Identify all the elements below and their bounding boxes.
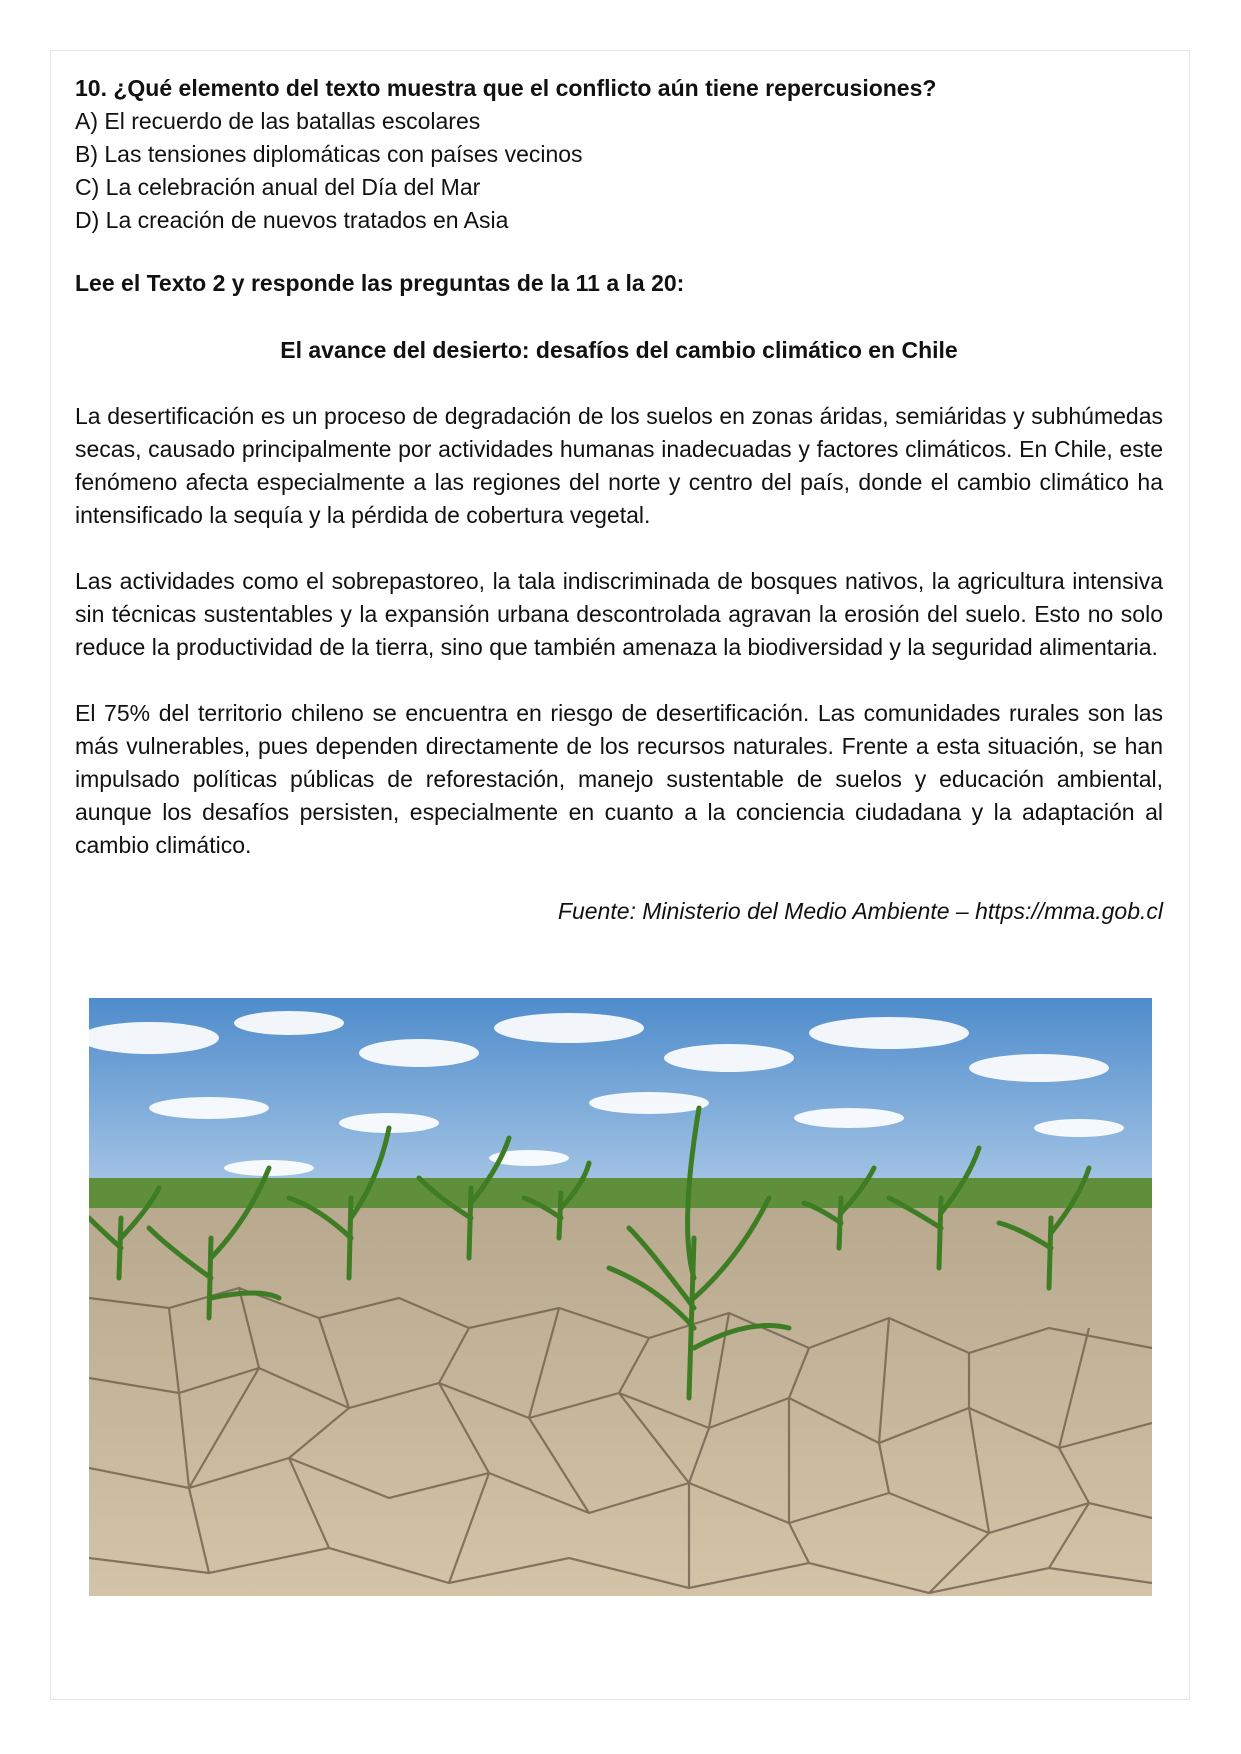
- cracked-soil: [89, 1208, 1152, 1596]
- reading-instruction: Lee el Texto 2 y responde las preguntas de la 11 a la 20:: [75, 270, 685, 296]
- option-b: B) Las tensiones diplomáticas con países vecinos: [75, 141, 583, 167]
- paragraph-1-text: La desertificación es un proceso de degradación de los suelos en zonas áridas, semiáridas y subhúmedas secas, causado principalmente por actividades humanas inadecuadas y factores climáticos. En Chile, este fenómeno afecta especialmente a las regiones del norte y centro del país, donde el cambio climático ha intensificado la sequía y la pérdida de cobertura vegetal.: [75, 403, 1163, 528]
- option-a: A) El recuerdo de las batallas escolares: [75, 108, 481, 134]
- source-citation: Fuente: Ministerio del Medio Ambiente – https://mma.gob.cl: [557, 898, 1163, 924]
- article-title: El avance del desierto: desafíos del cambio climático en Chile: [280, 337, 958, 363]
- paragraph-3: [75, 697, 1163, 862]
- document-content: [75, 72, 1163, 928]
- question-10: 10. ¿Qué elemento del texto muestra que el conflicto aún tiene repercusiones?: [75, 75, 937, 101]
- option-c: C) La celebración anual del Día del Mar: [75, 174, 481, 200]
- paragraph-3-text: El 75% del territorio chileno se encuentra en riesgo de desertificación. Las comunidades rurales son las más vulnerables, pues dependen directamente de los recursos naturales. Frente a esta situación, se han impulsado políticas públicas de reforestación, manejo sustentable de suelos y educación ambiental, aunque los desafíos persisten, especialmente en cuanto a la conciencia ciudadana y la adaptación al cambio climático.: [75, 700, 1163, 858]
- drought-cornfield-photo: [89, 998, 1152, 1596]
- option-d: D) La creación de nuevos tratados en Asia: [75, 207, 509, 233]
- paragraph-2: [75, 565, 1163, 664]
- paragraph-2-text: Las actividades como el sobrepastoreo, la tala indiscriminada de bosques nativos, la agricultura intensiva sin técnicas sustentables y la expansión urbana descontrolada agravan la erosión del suelo. Esto no solo reduce la productividad de la tierra, sino que también amenaza la biodiversidad y la seguridad alimentaria.: [75, 568, 1163, 660]
- paragraph-1: [75, 400, 1163, 532]
